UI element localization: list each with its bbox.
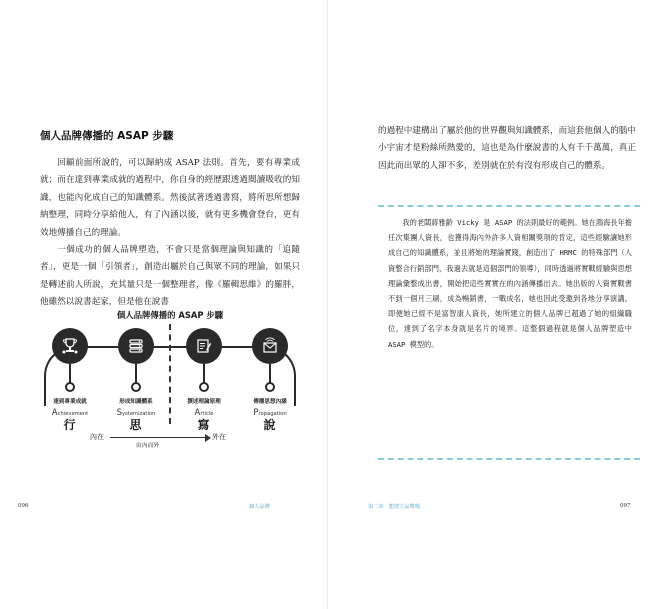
running-head-left: 個人品牌 — [249, 504, 270, 510]
step-stem — [135, 364, 137, 384]
left-page — [0, 0, 327, 609]
step-english-rest: ropagation — [258, 411, 287, 417]
page-number-right: 097 — [620, 503, 631, 509]
step-dot — [199, 382, 209, 392]
step-character: 說 — [263, 418, 277, 432]
step-stem — [69, 364, 71, 384]
step-stem — [269, 364, 271, 384]
callout-text — [388, 215, 632, 352]
step-english-rest: rticle — [200, 411, 214, 417]
arrow-right-icon — [205, 434, 211, 442]
right-page — [328, 0, 655, 609]
left-body-text — [40, 155, 300, 312]
step-label: 傳播思想內涵 — [253, 399, 287, 405]
step-initial: P — [253, 408, 259, 418]
step-character: 思 — [129, 418, 143, 432]
axis-outer-label: 外在 — [212, 433, 226, 441]
paragraph: 的過程中建構出了屬於他的世界觀與知識體系，而這套他個人的腦中小宇宙才是粉絲所熱愛的，這也是為什麼說書的人有千千萬萬，真正因此而出眾的人卻不多，差別就在於有沒有形成自己的體系。 — [378, 126, 636, 171]
step-initial: S — [116, 408, 123, 418]
paragraph: 回顧前面所說的，可以歸納成 ASAP 法則。首先，要有專業成就；而在達到專業成就的過程中，你自身的經歷跟透過閱讀吸收的知識，也能內化成自己的知識體系。然後試著透過書寫，將所思所想歸納整理，同時分享給他人，有了內涵以後，就有更多機會登台，更有效地傳播自己的理論。 — [40, 158, 300, 238]
axis-inner-label: 內在 — [90, 433, 104, 441]
section-heading: 個人品牌傳播的 ASAP 步驟 — [40, 130, 174, 142]
step-label: 撰述理論原理 — [187, 399, 221, 405]
right-body-text — [378, 123, 636, 175]
step-label: 形成知識體系 — [119, 399, 153, 405]
inner-outer-axis — [40, 432, 300, 448]
step-english-rest: ystemization — [122, 411, 156, 417]
axis-line — [110, 437, 208, 438]
step-character: 寫 — [197, 418, 211, 432]
achievement-trophy-icon — [52, 328, 88, 364]
broadcast-envelope-icon — [252, 328, 288, 364]
asap-flow-diagram — [40, 320, 300, 450]
axis-middle-label: 由內而外 — [136, 443, 160, 449]
step-dot — [131, 382, 141, 392]
page-number-left: 096 — [18, 503, 29, 509]
step-dot — [65, 382, 75, 392]
step-label: 達到專業成就 — [53, 399, 87, 405]
step-initial: A — [194, 408, 201, 418]
figure-title: 個人品牌傳播的 ASAP 步驟 — [116, 310, 224, 320]
article-writing-icon — [186, 328, 222, 364]
callout-box — [378, 205, 640, 460]
step-character: 行 — [63, 418, 77, 432]
running-head-right: 第二章 想建立品牌嗎 — [368, 504, 420, 510]
step-stem — [203, 364, 205, 384]
knowledge-database-icon — [118, 328, 154, 364]
step-dot — [265, 382, 275, 392]
step-english-rest: chievement — [57, 411, 89, 417]
callout-paragraph: 我的老闆蔣雅齡 Vicky 是 ASAP 的法則最好的範例。她在鴻海長年擔任次集團人資長，也獲得海內外許多人資相關獎項的肯定，這些經驗讓她形成自己的知識體系，並且將她的理論實踐，創造出了 HRMC 的特殊部門（人資整合行銷部門，我過去就是這個部門的領導），同時透過將實戰經驗與思想理論彙整成出書，開始把這些實實在的內涵傳播出去。她出版的人資實戰書不到一個月三刷，成為暢銷書，一戰成名，她也因此受邀到各地分享演講，即便她已經不是富智康人資長，她所建立的個人品牌已超過了她的組織職位，達到了名字本身就是名片的境界。這整個過程就是個人品牌塑造中 ASAP 模型的。 — [388, 218, 632, 349]
step-initial: A — [51, 408, 58, 418]
paragraph: 一個成功的個人品牌塑造，不會只是當個理論與知識的「追隨者」，更是一個「引領者」，創造出屬於自己與眾不同的理論，如果只是轉述前人所說，充其量只是一個整理者，像《羅輯思維》的羅胖，他雖然以說書起家，但是他在說書 — [40, 245, 300, 308]
